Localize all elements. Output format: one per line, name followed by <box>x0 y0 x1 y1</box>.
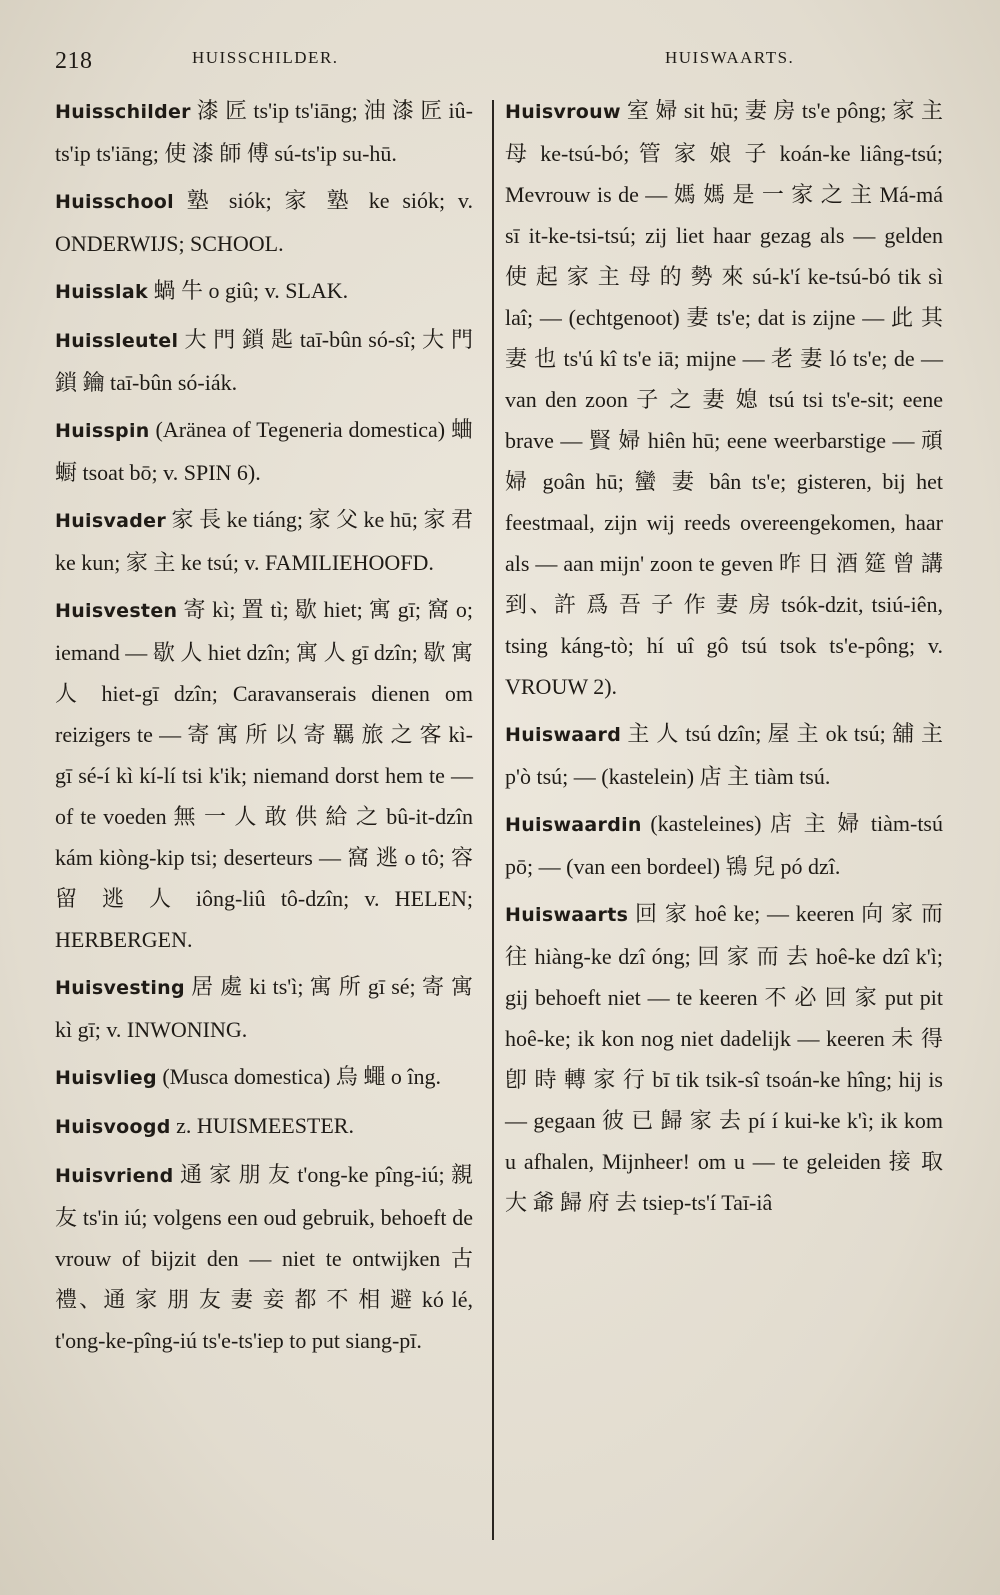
entry-text: (Musca domestica) 烏 蠅 o îng. <box>156 1064 441 1089</box>
dictionary-entry <box>55 966 473 1050</box>
dictionary-entry <box>505 90 943 707</box>
entry-text: 塾 siók; 家 塾 ke siók; v. ONDERWIJS; SCHOOL. <box>55 188 473 256</box>
entry-text: (kasteleines) 店 主 婦 tiàm-tsú pō; — (van een bordeel) 鴇 兒 pó dzî. <box>505 811 943 879</box>
left-column <box>55 90 473 1367</box>
headword: Huisvesting <box>55 977 185 999</box>
dictionary-entry <box>55 1105 473 1148</box>
entry-text: 主 人 tsú dzîn; 屋 主 ok tsú; 舖 主 p'ò tsú; — (kastelein) 店 主 tiàm tsú. <box>505 721 943 789</box>
dictionary-entry <box>55 319 473 403</box>
headword: Huisvriend <box>55 1165 174 1187</box>
headword: Huiswaarts <box>505 904 629 926</box>
headword: Huissleutel <box>55 330 179 352</box>
headword: Huisvlieg <box>55 1067 157 1089</box>
headword: Huisvader <box>55 510 167 532</box>
headword: Huiswaardin <box>505 814 642 836</box>
page-number: 218 <box>55 48 93 74</box>
dictionary-entry <box>55 1154 473 1361</box>
headword: Huiswaard <box>505 724 622 746</box>
entry-text: 寄 kì; 置 tì; 歇 hiet; 寓 gī; 窩 o; iemand — 歇 人 hiet dzîn; 寓 人 gī dzîn; 歇 寓 人 hiet-gī dzîn; Caravanserais dienen om reizigers te — 寄 寓 所 以 寄 羈 旅 之 客 kì-gī sé-í kì kí-lí tsi k'ik; niemand dorst hem te — of te voeden 無 一 人 敢 供 給 之 bû-it-dzîn kám kiòng-kip tsi; deserteurs — 窩 逃 o tô; 容 留 逃 人 iông-liû tô-dzîn; v. HELEN; HERBERGEN. <box>55 597 473 952</box>
dictionary-entry <box>55 1056 473 1099</box>
entry-text: 漆 匠 ts'ip ts'iāng; 油 漆 匠 iû-ts'ip ts'iāng; 使 漆 師 傅 sú-ts'ip su-hū. <box>55 98 473 166</box>
entry-text: 回 家 hoê ke; — keeren 向 家 而 往 hiàng-ke dzî óng; 回 家 而 去 hoê-ke dzî k'ì; gij behoeft niet — te keeren 不 必 回 家 put pit hoê-ke; ik kon nog niet dadelijk — keeren 未 得 卽 時 轉 家 行 bī tik tsik-sî tsoán-ke hîng; hij is — gegaan 彼 已 歸 家 去 pí í kui-ke k'ì; ik kom u afhalen, Mijnheer! om u — te geleiden 接 取 大 爺 歸 府 去 tsiep-ts'í Taī-iâ <box>505 901 943 1215</box>
entry-text: 通 家 朋 友 t'ong-ke pîng-iú; 親 友 ts'in iú; volgens een oud gebruik, behoeft de vrouw of bijzit den — niet te ontwijken 古 禮、通 家 朋 友 妻 妾 都 不 相 避 kó lé, t'ong-ke-pîng-iú ts'e-ts'iep to put siang-pī. <box>55 1162 473 1353</box>
headword: Huisslak <box>55 281 148 303</box>
entry-text: 蝸 牛 o giû; v. SLAK. <box>147 278 349 303</box>
entry-text: 家 長 ke tiáng; 家 父 ke hū; 家 君 ke kun; 家 主 ke tsú; v. FAMILIEHOOFD. <box>55 507 473 575</box>
dictionary-entry <box>505 893 943 1223</box>
headword: Huisvesten <box>55 600 178 622</box>
headword: Huisschilder <box>55 101 191 123</box>
dictionary-entry <box>55 90 473 174</box>
dictionary-entry <box>505 713 943 797</box>
headword: Huisvrouw <box>505 101 621 123</box>
entry-text: 大 門 鎖 匙 taī-bûn só-sî; 大 門 鎖 鑰 taī-bûn só-iák. <box>55 327 473 395</box>
entry-text: (Aränea of Tegeneria domestica) 蛐 蟵 tsoat bō; v. SPIN 6). <box>55 417 473 485</box>
dictionary-entry <box>55 270 473 313</box>
column-divider <box>492 100 494 1540</box>
dictionary-entry <box>55 499 473 583</box>
dictionary-entry <box>505 803 943 887</box>
headword: Huisspin <box>55 420 150 442</box>
dictionary-entry <box>55 180 473 264</box>
right-running-head: HUISWAARTS. <box>665 48 795 67</box>
headword: Huisschool <box>55 191 174 213</box>
left-running-head: HUISSCHILDER. <box>192 48 339 67</box>
right-column <box>505 90 943 1229</box>
dictionary-entry <box>55 409 473 493</box>
entry-text: 居 處 ki ts'ì; 寓 所 gī sé; 寄 寓 kì gī; v. INWONING. <box>55 974 473 1042</box>
headword: Huisvoogd <box>55 1116 171 1138</box>
entry-text: z. HUISMEESTER. <box>170 1113 354 1138</box>
entry-text: 室 婦 sit hū; 妻 房 ts'e pông; 家 主 母 ke-tsú-bó; 管 家 娘 子 koán-ke liâng-tsú; Mevrouw is de — 媽 媽 是 一 家 之 主 Má-má sī it-ke-tsi-tsú; zij liet haar gezag als — gelden 使 起 家 主 母 的 勢 來 sú-k'í ke-tsú-bó tik sì laî; — (echtgenoot) 妻 ts'e; dat is zijne — 此 其 妻 也 ts'ú kî ts'e iā; mijne — 老 妻 ló ts'e; de — van den zoon 子 之 妻 媳 tsú tsi ts'e-sit; eene brave — 賢 婦 hiên hū; eene weerbarstige — 頑 婦 goân hū; 蠻 妻 bân ts'e; gisteren, bij het feestmaal, zijn wij reeds overeengekomen, haar als — aan mijn' zoon te geven 昨 日 酒 筵 曾 講 到、許 爲 吾 子 作 妻 房 tsók-dzit, tsiú-iên, tsing káng-tò; hí uî gô tsú tsok ts'e-pông; v. VROUW 2). <box>505 98 943 699</box>
dictionary-entry <box>55 589 473 960</box>
